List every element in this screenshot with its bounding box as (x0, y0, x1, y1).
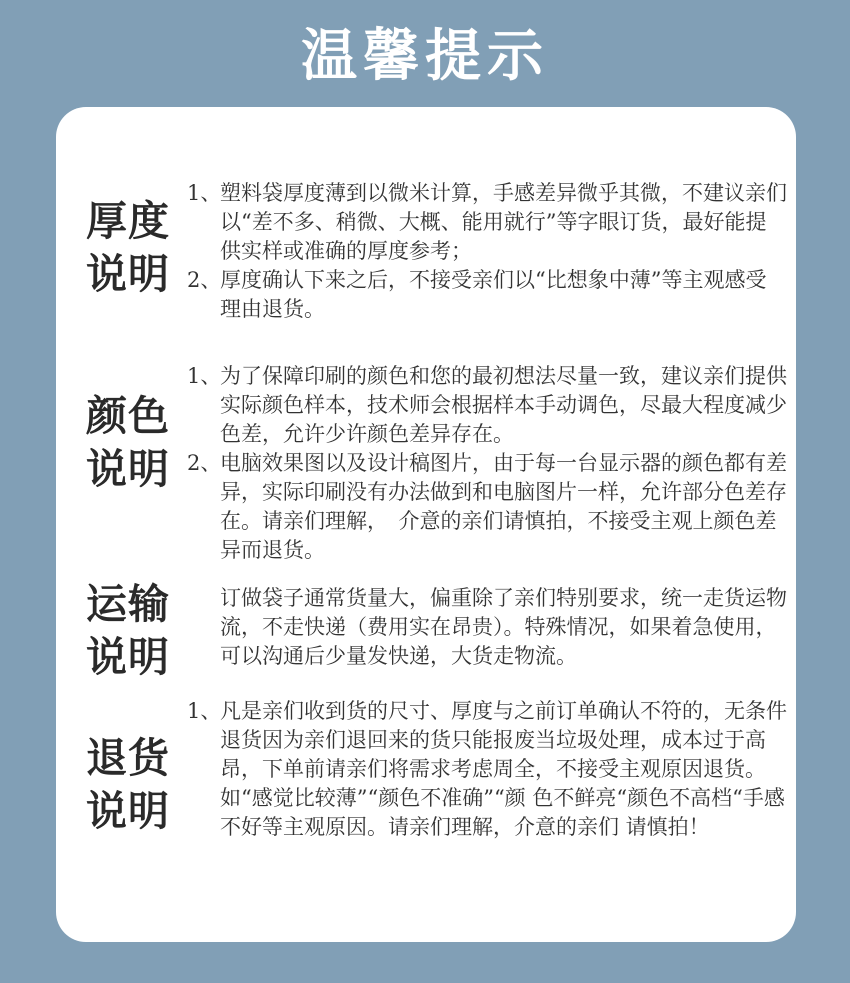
item-list (187, 584, 787, 671)
page-title: 温馨提示 (301, 24, 549, 89)
item-text: 凡是亲们收到货的尺寸、厚度与之前订单确认不符的，无条件退货因为亲们退回来的货只能报废当垃圾处理，成本过于高昂，下单前请亲们将需求考虑周全，不接受主观原因退货。如“感觉比较薄”“颜色不准确”“颜 色不鲜亮“颜色不高档“手感不好等主观原因。请亲们理解，介意的亲们 请慎拍！ (220, 699, 787, 839)
heading-line: 说明 (86, 787, 170, 835)
section-heading (86, 732, 186, 838)
item-text: 为了保障印刷的颜色和您的最初想法尽量一致，建议亲们提供实际颜色样本，技术师会根据样本手动调色，尽最大程度减少色差，允许少许颜色差异存在。 (220, 364, 787, 446)
heading-line: 运输 (86, 580, 170, 628)
heading-line: 颜色 (86, 392, 170, 440)
list-item (187, 362, 787, 449)
list-item (187, 584, 787, 671)
item-text: 订做袋子通常货量大，偏重除了亲们特别要求，统一走货运物流，不走快递（费用实在昂贵）。特殊情况，如果着急使用，可以沟通后少量发快递，大货走物流。 (220, 586, 787, 668)
item-text: 塑料袋厚度薄到以微米计算，手感差异微乎其微，不建议亲们以“差不多、稍微、大概、能用就行”等字眼订货，最好能提供实样或准确的厚度参考； (220, 181, 787, 263)
list-item (187, 179, 787, 266)
item-number: 1、 (187, 364, 222, 388)
item-text: 电脑效果图以及设计稿图片，由于每一台显示器的颜色都有差异，实际印刷没有办法做到和电脑图片一样，允许部分色差存在。请亲们理解， 介意的亲们请慎拍，不接受主观上颜色差异而退货。 (220, 451, 787, 562)
item-number: 1、 (187, 181, 222, 205)
list-item (187, 449, 787, 565)
heading-line: 说明 (86, 445, 170, 493)
item-list (187, 697, 787, 842)
section-heading (86, 578, 186, 684)
heading-line: 说明 (86, 250, 170, 298)
item-list (187, 362, 787, 565)
list-item (187, 266, 787, 324)
item-text: 厚度确认下来之后，不接受亲们以“比想象中薄”等主观感受理由退货。 (220, 268, 767, 321)
heading-line: 厚度 (86, 197, 170, 245)
heading-line: 退货 (86, 734, 170, 782)
item-number: 2、 (187, 268, 222, 292)
section-heading (86, 195, 186, 301)
item-list (187, 179, 787, 324)
heading-line: 说明 (86, 633, 170, 681)
item-number: 1、 (187, 699, 222, 723)
list-item (187, 697, 787, 842)
section-heading (86, 390, 186, 496)
notice-card (56, 107, 796, 942)
item-number: 2、 (187, 451, 222, 475)
